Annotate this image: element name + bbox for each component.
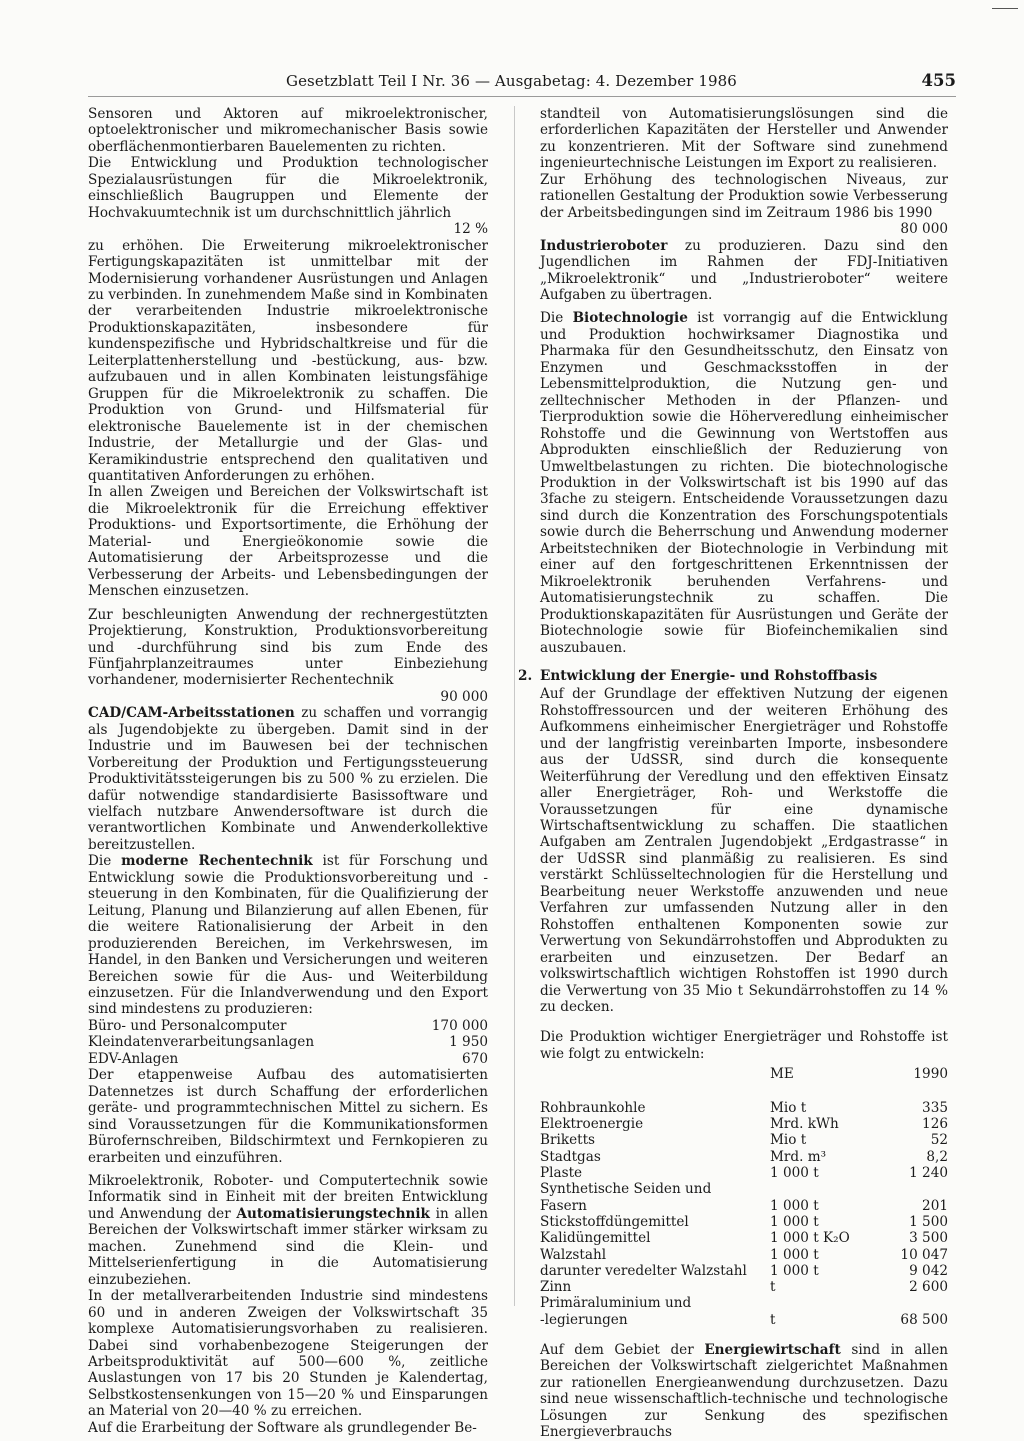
paragraph-text: Auf dem Gebiet der: [540, 1341, 705, 1358]
table-row: [540, 1149, 948, 1165]
header-title: Gesetzblatt Teil I Nr. 36 — Ausgabetag: 4. Dezember 1986: [286, 72, 737, 90]
list-item: [88, 1018, 488, 1034]
table-row: [540, 1279, 948, 1295]
table-row: [540, 1198, 948, 1214]
row-unit: t: [770, 1279, 776, 1296]
paragraph: [540, 238, 948, 304]
production-table: [540, 1066, 948, 1328]
column-header-me: ME: [770, 1066, 794, 1083]
amount-value: 80 000: [900, 221, 948, 238]
section-heading: [518, 668, 948, 684]
row-value: 10 047: [900, 1246, 948, 1263]
amount-line: [540, 221, 948, 237]
paragraph-text: sind in allen Bereichen der Volkswirtschaft zielgerichtet Maßnahmen zur rationellen Energieanwendung durchzusetzen. Dazu sind neue wissenschaftlich-technische und technologische Lösungen zur Senkung des spezifischen Energieverbrauchs: [540, 1341, 948, 1441]
row-name: Elektroenergie: [540, 1116, 644, 1133]
row-name: Stadtgas: [540, 1148, 601, 1165]
paragraph: [88, 1173, 488, 1288]
amount-line: [88, 221, 488, 237]
row-name: Rohbraunkohle: [540, 1099, 646, 1116]
row-unit: 1 000 t: [770, 1262, 819, 1279]
row-value: [870, 1181, 948, 1197]
list-item: [88, 1034, 488, 1050]
table-row: [540, 1214, 948, 1230]
row-unit: t: [770, 1311, 776, 1328]
table-row: [540, 1312, 948, 1328]
row-value: 1 240: [909, 1165, 948, 1182]
item-value: 1 950: [449, 1034, 488, 1051]
row-value: 2 600: [909, 1279, 948, 1296]
paragraph: Auf die Erarbeitung der Software als grundlegender Be-: [88, 1419, 477, 1436]
paragraph-text: Die: [88, 853, 122, 870]
bold-term: Biotechnologie: [572, 310, 688, 327]
paragraph: standteil von Automatisierungslösungen sind die erforderlichen Kapazitäten der Hersteller und Anwender zu konzentrieren. Mit der Software sind zunehmend ingenieurtechnische Leistungen im Export zu realisieren.: [540, 106, 948, 172]
row-name: Kalidüngemittel: [540, 1230, 651, 1247]
paragraph: zu erhöhen. Die Erweiterung mikroelektronischer Fertigungskapazitäten ist unmittelbar mit der Modernisierung vorhandener Ausrüstungen und Anlagen zu verbinden. In zunehmendem Maße sind in Kombinaten der verarbeitenden Industrie mikroelektronische Produktionskapazitäten, insbesondere für kundenspezifische und Hybridschaltkreise und für die Leiterplattenherstellung und -bestückung, aus- bzw. aufzubauen und in allen Kombinaten leistungsfähige Gruppen für die Mikroelektronik zu schaffen. Die Produktion von Grund- und Hilfsmaterial für elektronische Bauelemente ist in der chemischen Industrie, der Metallurgie und der Glas- und Keramikindustrie entsprechend den qualitativen und quantitativen Anforderungen zu erhöhen.: [88, 237, 488, 484]
paragraph: Der etappenweise Aufbau des automatisierten Datennetzes ist durch Schaffung der erforderlichen geräte- und programmtechnischen Mittel zu sichern. Es sind Voraussetzungen für die Kommunikationsformen Bürofernschreiben, Bildschirmtext und Fernkopieren zu erarbeiten und einzuführen.: [88, 1067, 488, 1166]
row-value: 9 042: [909, 1262, 948, 1279]
row-value: 3 500: [909, 1230, 948, 1247]
paragraph-text: Die Entwicklung und Produktion technologischer Spezialausrüstungen für die Mikroelektronik, einschließlich Baugruppen und Elemente der Hochvakuumtechnik ist um durchschnittlich jährlich: [88, 155, 488, 221]
page-number: 455: [921, 71, 956, 90]
row-value: 335: [922, 1099, 948, 1116]
paragraph: In allen Zweigen und Bereichen der Volkswirtschaft ist die Mikroelektronik für die Erreichung effektiver Produktions- und Exportsortimente, die Erhöhung der Material- und Energieökonomie sowie die Automatisierung der Arbeitsprozesse und die Verbesserung der Arbeits- und Lebensbedingungen der Menschen einzusetzen.: [88, 484, 488, 600]
row-value: 1 500: [909, 1213, 948, 1230]
table-row: [540, 1247, 948, 1263]
row-name: Primäraluminium und: [540, 1295, 692, 1312]
right-column: [518, 106, 948, 1441]
paragraph: [88, 705, 488, 853]
amount-value: 12 %: [453, 221, 488, 238]
row-unit: 1 000 t: [770, 1165, 819, 1182]
paragraph-text: in allen Bereichen der Volkswirtschaft immer stärker wirksam zu machen. Zunehmend sind die Klein- und Mittelserienfertigung in die Automatisierung einzubeziehen.: [88, 1205, 488, 1288]
corner-mark: [992, 8, 1018, 9]
table-intro: Die Produktion wichtiger Energieträger und Rohstoffe ist wie folgt zu entwickeln:: [540, 1029, 948, 1062]
row-unit: 1 000 t: [770, 1213, 819, 1230]
item-label: Büro- und Personalcomputer: [88, 1017, 287, 1034]
row-value: 8,2: [926, 1148, 948, 1165]
table-header-row: [540, 1066, 948, 1096]
page-header: [88, 72, 956, 97]
paragraph-text: ist für Forschung und Entwicklung sowie die Produktionsvorbereitung und -steuerung in den Kombinaten, für die Qualifizierung der Leitung, Planung und Bilanzierung auf allen Ebenen, für die weitere Rationalisierung der Arbeit in den produzierenden Bereichen, im Verkehrswesen, im Handel, in den Banken und Versicherungen und weiteren Bereichen sowie für die Aus- und Weiterbildung einzusetzen. Für die Inlandverwendung und den Export sind mindestens zu produzieren:: [88, 853, 488, 1018]
table-row: [540, 1097, 948, 1116]
row-value: 68 500: [900, 1311, 948, 1328]
paragraph: Auf der Grundlage der effektiven Nutzung der eigenen Rohstoffressourcen und der weiteren Erhöhung des Aufkommens einheimischer Energieträger und Rohstoffe und der langfristig vereinbarten Importe, insbesondere aus der UdSSR, sind durch die konsequente Weiterführung der Veredlung und den effektiven Einsatz aller Energieträger, Roh- und Werkstoffe die Voraussetzungen für eine dynamische Wirtschaftsentwicklung zu schaffen. Die staatlichen Aufgaben am Zentralen Jugendobjekt „Erdgastrasse“ in der UdSSR sind planmäßig zu realisieren. Es sind verstärkt Schlüsseltechnologien für die Herstellung und Bearbeitung neuer Werkstoffe anzuwenden und neue Verfahren zur umfassenden Nutzung aller in den Rohstoffen enthaltenen Komponenten sowie zur Verwertung von Sekundärrohstoffen und Abprodukten zu erarbeiten und einzusetzen. Der Bedarf an volkswirtschaftlich wichtigen Rohstoffen ist 1990 durch die Verwertung von 35 Mio t Sekundärrohstoffen zu 14 % zu decken.: [540, 686, 948, 1016]
list-item: [88, 1051, 488, 1067]
row-value: 52: [930, 1132, 948, 1149]
table-row: [540, 1116, 948, 1132]
paragraph: In der metallverarbeitenden Industrie sind mindestens 60 und in anderen Zweigen der Volkswirtschaft 35 komplexe Automatisierungsvorhaben zu realisieren. Dabei sind vorhabenbezogene Steigerungen der Arbeitsproduktivität auf 500—600 %, zeitliche Auslastungen von 17 bis 20 Stunden je Kalendertag, Selbstkostensenkungen von 15—20 % und Einsparungen an Material von 20—40 % zu erreichen.: [88, 1288, 488, 1420]
row-unit: Mio t: [770, 1132, 807, 1149]
table-row: [540, 1181, 948, 1197]
row-name: darunter veredelter Walzstahl: [540, 1262, 747, 1279]
item-value: 170 000: [431, 1017, 488, 1034]
row-name: Synthetische Seiden und: [540, 1181, 712, 1198]
paragraph-text: ist vorrangig auf die Entwicklung und Produktion hochwirksamer Diagnostika und Pharmaka für den Gesundheitsschutz, den Einsatz von Enzymen und Geschmacksstoffen in der Lebensmittelproduktion, die Nutzung gen- und zelltechnischer Methoden in der Pflanzen- und Tierproduktion sowie die Höherveredlung einheimischer Rohstoffe und die Gewinnung von Wertstoffen aus Abprodukten einschließlich der Reduzierung von Umweltbelastungen zu richten. Die biotechnologische Produktion in der Volkswirtschaft ist bis 1990 auf das 3fache zu steigern. Entscheidende Voraussetzungen dazu sind durch die Konzentration des Forschungspotentials sowie durch die Beherrschung und Anwendung moderner Arbeitstechniken der Biotechnologie in Verbindung mit einer auf den fortgeschrittenen Erkenntnissen der Mikroelektronik beruhenden Verfahrens- und Automatisierungstechnik zu schaffen. Die Produktionskapazitäten für Ausrüstungen und Geräte der Biotechnologie sowie für Biofeinchemikalien sind auszubauen.: [540, 310, 948, 656]
row-value: [870, 1295, 948, 1311]
amount-line: [88, 689, 488, 705]
row-value: 201: [922, 1197, 948, 1214]
row-unit: [770, 1295, 870, 1311]
section-title: Entwicklung der Energie- und Rohstoffbasis: [540, 667, 878, 684]
row-unit: Mio t: [770, 1099, 807, 1116]
row-unit: [770, 1181, 870, 1197]
table-row: [540, 1132, 948, 1148]
item-label: Kleindatenverarbeitungsanlagen: [88, 1034, 315, 1051]
column-divider: [514, 106, 515, 1306]
row-name: Zinn: [540, 1279, 572, 1296]
bold-term: Automatisierungstechnik: [236, 1205, 430, 1222]
paragraph: Zur beschleunigten Anwendung der rechnergestützten Projektierung, Konstruktion, Produktionsvorbereitung und -durchführung sind bis zum Ende des Fünfjahrplanzeitraumes unter Einbeziehung vorhandener, modernisierter Rechentechnik: [88, 606, 488, 689]
row-name: Stickstoffdüngemittel: [540, 1213, 689, 1230]
row-name: -legierungen: [540, 1311, 628, 1328]
row-unit: 1 000 t: [770, 1197, 819, 1214]
row-name: Plaste: [540, 1165, 583, 1182]
column-header-year: 1990: [913, 1066, 948, 1083]
row-unit: Mrd. m³: [770, 1148, 827, 1165]
paragraph: Zur Erhöhung des technologischen Niveaus, zur rationellen Gestaltung der Produktion sowie Verbesserung der Arbeitsbedingungen sind im Zeitraum 1986 bis 1990: [540, 171, 948, 221]
paragraph: [88, 853, 488, 1018]
paragraph-text: Die: [540, 310, 573, 327]
row-name: Briketts: [540, 1132, 596, 1149]
left-column: [88, 106, 488, 1436]
paragraph-text: zu produzieren. Dazu sind den Jugendlichen im Rahmen der FDJ-Initiativen „Mikroelektronik“ und „Industrieroboter“ weitere Aufgaben zu übertragen.: [540, 237, 948, 303]
table-row: [540, 1165, 948, 1181]
bold-term: CAD/CAM-Arbeitsstationen: [88, 705, 295, 722]
paragraph: [540, 1342, 948, 1441]
row-unit: Mrd. kWh: [770, 1116, 839, 1133]
paragraph-text: zu schaffen und vorrangig als Jugendobjekte zu übergeben. Damit sind in der Industrie und im Bauwesen bei der technischen Vorbereitung der Produktion und Fertigungssteuerung Produktivitätssteigerungen bis zu 500 % zu erzielen. Die dafür notwendige standardisierte Basissoftware und vielfach nutzbare Anwendersoftware ist durch die verantwortlichen Kombinate und Anwenderkollektive bereitzustellen.: [88, 705, 488, 853]
row-name: Walzstahl: [540, 1246, 607, 1263]
paragraph: [88, 155, 488, 221]
row-value: 126: [922, 1116, 948, 1133]
amount-value: 90 000: [440, 688, 488, 705]
table-row: [540, 1230, 948, 1246]
paragraph-text: Mikroelektronik, Roboter- und Computertechnik sowie Informatik sind in Einheit mit der breiten Entwicklung und Anwendung der: [88, 1173, 488, 1222]
row-unit: 1 000 t: [770, 1246, 819, 1263]
section-number: 2.: [518, 667, 533, 684]
bold-term: moderne Rechentechnik: [121, 853, 313, 870]
item-value: 670: [462, 1050, 488, 1067]
table-row: [540, 1263, 948, 1279]
paragraph: [540, 310, 948, 656]
item-label: EDV-Anlagen: [88, 1050, 179, 1067]
bold-term: Industrieroboter: [540, 237, 668, 254]
bold-term: Energiewirtschaft: [704, 1341, 841, 1358]
row-unit: 1 000 t K₂O: [770, 1230, 850, 1247]
table-row: [540, 1295, 948, 1311]
row-name: Fasern: [540, 1197, 587, 1214]
paragraph: Sensoren und Aktoren auf mikroelektronischer, optoelektronischer und mikromechanischer Basis sowie oberflächenmontierbaren Bauelementen zu richten.: [88, 106, 488, 155]
